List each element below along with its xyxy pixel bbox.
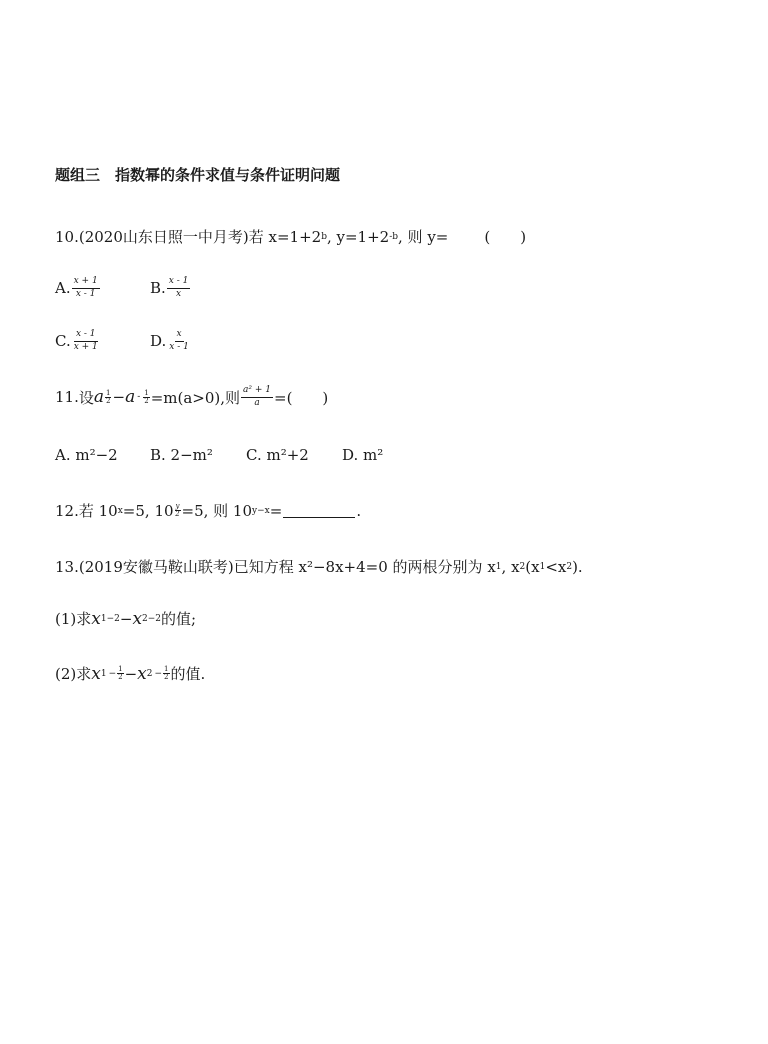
q13-var-x1: x: [91, 663, 101, 684]
q13-number: 13.: [55, 557, 79, 576]
option-fraction: $\frac{x - 1}{x + 1}$: [73, 329, 98, 352]
q11-base-a2: a: [125, 387, 136, 408]
q11-option-b: B. 2−m²: [150, 446, 213, 464]
q13-var-x2: x: [132, 608, 143, 629]
q10-option-b: [150, 277, 191, 300]
q13-part1-end: 的值;: [161, 610, 197, 628]
q11-fraction: $\frac{\text{a² + 1}}{a}$: [243, 385, 272, 408]
q10-text2: , y=1+2: [326, 227, 390, 246]
q13-end: ).: [572, 557, 583, 576]
q12-text2: =5, 10: [122, 501, 174, 520]
q13-part-1: (1)求 x 1 −2 − x 2 −2 的值;: [55, 608, 197, 629]
q13-op: −: [124, 664, 138, 683]
question-12: 12. 若 10 x =5, 10 $\frac{y}{2}$ =5, 则 10 y−x = .: [55, 501, 362, 520]
q13-cond: (x: [525, 557, 540, 576]
question-13: 13. (2019安徽马鞍山联考) 已知方程 x²−8x+4=0 的两根分别为 x 1 , x 2 (x 1 <x 2 ).: [55, 557, 583, 576]
q11-minus: −: [112, 388, 126, 407]
q12-end: .: [356, 501, 362, 520]
q13-var-x1: x: [91, 608, 101, 629]
q13-exp-half2: $\frac{1}{2}$: [164, 665, 169, 681]
q13-source: (2019安徽马鞍山联考): [78, 558, 234, 576]
option-fraction: $\frac{x}{x - 1}$: [169, 329, 189, 352]
q11-text1: 设: [78, 388, 94, 407]
q13-exp-half: $\frac{1}{2}$: [118, 665, 123, 681]
q12-answer-blank[interactable]: [283, 503, 355, 518]
q13-lt: <x: [545, 557, 567, 576]
q13-part-2: (2)求 x 1 − $\frac{1}{2}$ − x 2 − $\frac{1}{2}$ 的值.: [55, 663, 206, 684]
q12-exp-frac: $\frac{y}{2}$: [175, 502, 180, 518]
q11-text3: =( ): [274, 388, 329, 407]
q11-exp-neg: -: [137, 392, 141, 403]
q11-exp-half2: $\frac{1}{2}$: [144, 388, 149, 405]
q13-op: −: [119, 609, 133, 628]
option-fraction: $\frac{x + 1}{x - 1}$: [73, 276, 98, 299]
q10-source: (2020山东日照一中月考): [78, 228, 249, 246]
q12-number: 12.: [55, 501, 79, 520]
q13-part1-label: (1)求: [55, 610, 92, 628]
q13-var-x2: x: [137, 663, 147, 684]
q11-exp-half: 1 2: [106, 388, 111, 405]
question-10: 10. (2020山东日照一中月考) 若 x=1+2 b , y=1+2 -b , 则 y= ( ): [55, 227, 527, 246]
q13-text: 已知方程 x²−8x+4=0 的两根分别为 x: [233, 558, 496, 576]
q10-text1: 若 x=1+2: [248, 228, 322, 246]
q10-option-d: [150, 330, 192, 353]
option-label: B.: [150, 279, 166, 298]
q12-text3: =5, 则 10: [181, 502, 253, 520]
section-title: 题组三 指数幂的条件求值与条件证明问题: [55, 166, 341, 184]
q11-number: 11.: [55, 388, 79, 407]
question-11: [55, 386, 328, 409]
option-label: D.: [150, 332, 167, 351]
q10-number: 10.: [55, 227, 79, 246]
q11-base-a: a: [93, 387, 105, 408]
q13-comma: , x: [501, 557, 520, 576]
option-label: A.: [55, 279, 71, 298]
q11-option-a: A. m²−2: [55, 446, 118, 464]
option-fraction: $\frac{x - 1}{x}$: [168, 276, 189, 299]
q12-text4: =: [269, 501, 283, 520]
q11-option-d: D. m²: [342, 446, 384, 464]
q13-part2-label: (2)求: [55, 665, 92, 683]
q10-answer-paren: ( ): [484, 228, 527, 246]
q10-option-a: [55, 277, 101, 300]
option-label: C.: [55, 332, 71, 351]
q11-option-c: C. m²+2: [246, 446, 309, 464]
q11-text2: =m(a>0),则: [150, 388, 241, 407]
q12-text1: 若 10: [78, 502, 118, 520]
q13-part2-end: 的值.: [170, 665, 206, 683]
q10-option-c: [55, 330, 101, 353]
q10-text3: , 则 y=: [398, 228, 449, 246]
